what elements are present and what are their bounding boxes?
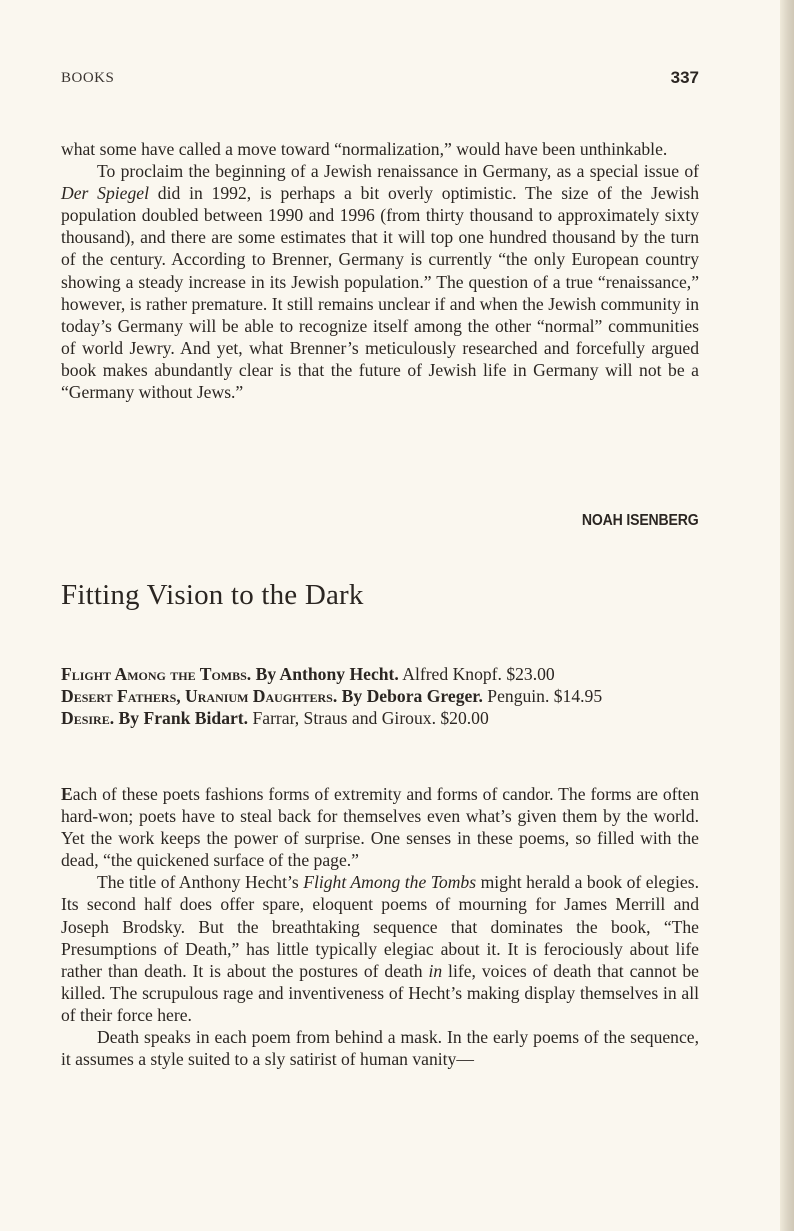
text-run: Death speaks in each poem from behind a mask. In the early poems of the sequence, it assumes a style suited to a sly satirist of human vanity— xyxy=(61,1027,699,1070)
book-title: Desire. xyxy=(61,708,115,728)
paragraph xyxy=(61,138,699,160)
italic-text: Flight Among the Tombs xyxy=(303,872,477,893)
review-author-signature: NOAH ISENBERG xyxy=(582,512,699,529)
book-entry xyxy=(61,707,699,729)
paragraph xyxy=(61,1026,699,1070)
book-author: By Frank Bidart. xyxy=(118,708,249,728)
initial-letter: E xyxy=(61,784,73,804)
text-run: might herald a book of elegies. Its second half does offer spare, eloquent poems of mourning for James Merrill and Joseph Brodsky. But the breathtaking sequence that dominates the book, “The Presumptions of Death,” has little typically elegiac about it. It is ferociously about life rather than death. It is about the postures of death xyxy=(61,872,699,981)
book-title: Desert Fathers, Uranium Daughters. xyxy=(61,686,338,706)
running-head xyxy=(61,68,699,92)
book-publisher: Alfred Knopf. $23.00 xyxy=(402,664,555,684)
paragraph xyxy=(61,871,699,1026)
text-run: ach of these poets fashions forms of extremity and forms of candor. The forms are often hard-won; poets have to steal back for themselves even what’s given them by the world. Yet the work keeps the power of surprise. One senses in these poems, so filled with the dead, “the quickened surface of the page.” xyxy=(61,784,699,871)
text-run: life, voices of death that cannot be killed. The scrupulous rage and inventiveness of Hecht’s making display themselves in all of their force here. xyxy=(61,960,699,1025)
book-author: By Anthony Hecht. xyxy=(255,664,399,684)
text-run: what some have called a move toward “normalization,” would have been unthinkable. xyxy=(61,139,668,159)
section-label: BOOKS xyxy=(61,70,115,86)
book-title: Flight Among the Tombs. xyxy=(61,664,252,684)
book-entry xyxy=(61,685,699,707)
italic-text: Der Spiegel xyxy=(61,183,149,204)
book-list xyxy=(61,663,699,729)
review-title: Fitting Vision to the Dark xyxy=(61,579,364,611)
previous-review-text xyxy=(61,138,699,403)
page-edge xyxy=(780,0,794,1231)
book-publisher: Penguin. $14.95 xyxy=(487,686,603,706)
review-body-text xyxy=(61,783,699,1070)
book-entry xyxy=(61,663,699,685)
book-author: By Debora Greger. xyxy=(341,686,483,706)
paragraph xyxy=(61,160,699,403)
italic-text: in xyxy=(428,960,443,981)
text-run: The title of Anthony Hecht’s xyxy=(97,872,304,893)
paragraph xyxy=(61,783,699,871)
text-run: did in 1992, is perhaps a bit overly optimistic. The size of the Jewish population doubled between 1990 and 1996 (from thirty thousand to approximately sixty thousand), and there are some estimates that it will top one hundred thousand by the turn of the century. According to Brenner, Germany is currently “the only European country showing a steady increase in its Jewish population.” The question of a true “renaissance,” however, is rather premature. It still remains unclear if and when the Jewish community in today’s Germany will be able to recognize itself among the other “normal” communities of world Jewry. And yet, what Brenner’s meticulously researched and forcefully argued book makes abundantly clear is that the future of Jewish life in Germany will not be a “Germany without Jews.” xyxy=(61,183,700,403)
text-run: To proclaim the beginning of a Jewish renaissance in Germany, as a special issue of xyxy=(97,161,699,182)
page-number: 337 xyxy=(670,68,699,87)
book-publisher: Farrar, Straus and Giroux. $20.00 xyxy=(252,708,489,728)
